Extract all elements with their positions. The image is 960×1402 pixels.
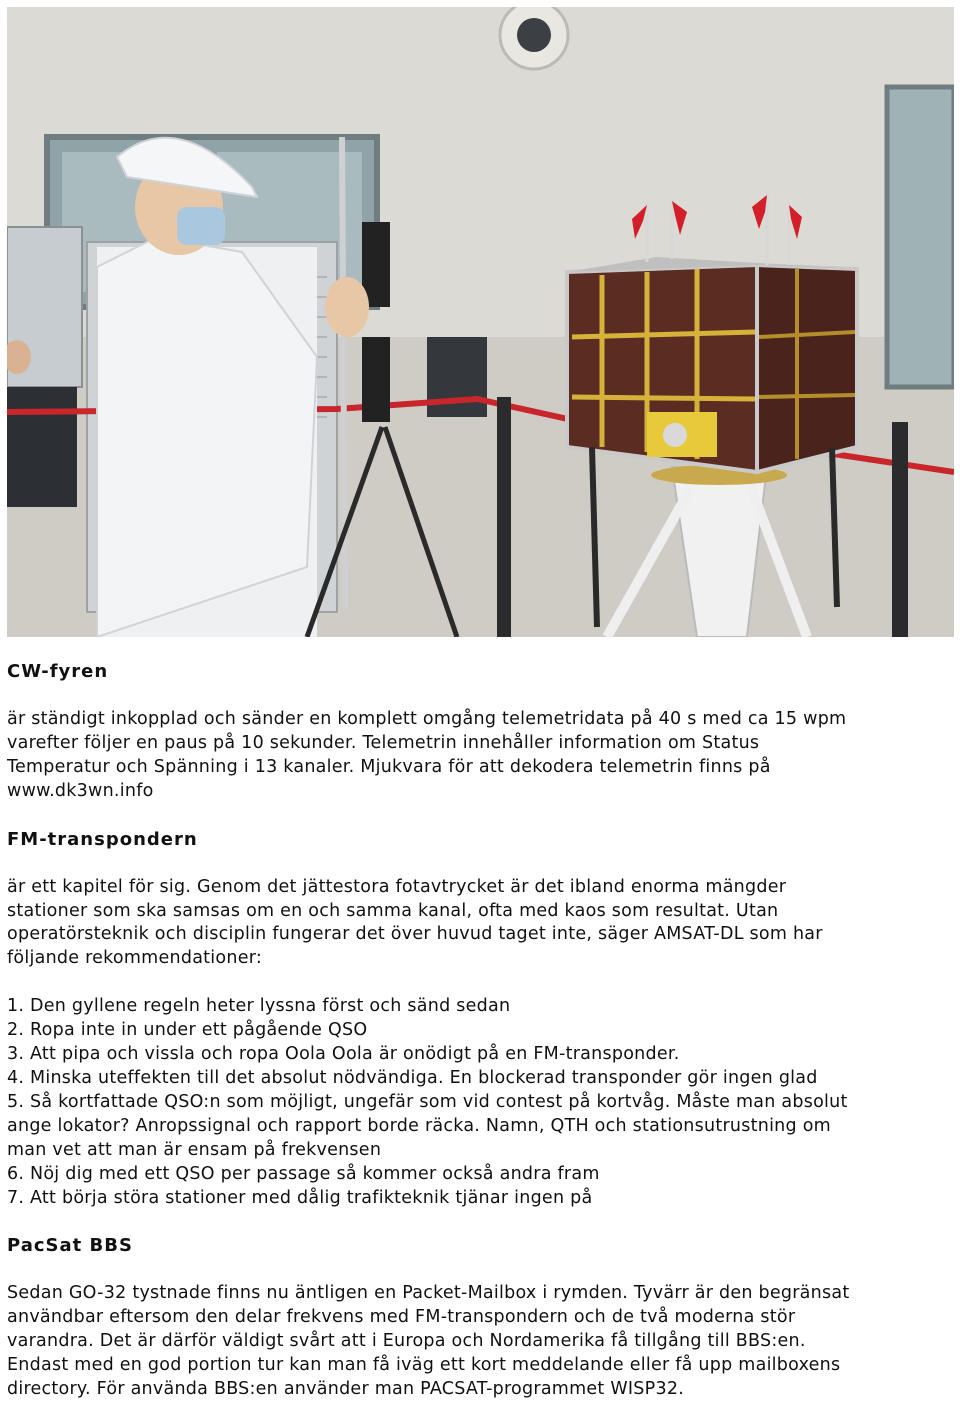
list-item: 4. Minska uteffekten till det absolut nödvändiga. En blockerad transponder gör ingen glad <box>7 1067 818 1088</box>
paragraph-line: användbar eftersom den delar frekvens med FM-transpondern och de två moderna stör <box>7 1307 796 1328</box>
paragraph-line: stationer som ska samsas om en och samma kanal, ofta med kaos som resultat. Utan <box>7 900 779 921</box>
paragraph-line: directory. För använda BBS:en använder man PACSAT-programmet WISP32. <box>7 1379 685 1400</box>
list-item: 2. Ropa inte in under ett pågående QSO <box>7 1020 368 1041</box>
photo-illustration <box>7 7 954 637</box>
list-item: 7. Att börja störa stationer med dålig trafikteknik tjänar ingen på <box>7 1187 593 1208</box>
paragraph-line: är ett kapitel för sig. Genom det jättestora fotavtrycket är det ibland enorma mängder <box>7 876 787 897</box>
list-item: ange lokator? Anropssignal och rapport borde räcka. Namn, QTH och stationsutrustning om <box>7 1115 831 1136</box>
paragraph-line: varefter följer en paus på 10 sekunder. Telemetrin innehåller information om Status <box>7 732 760 753</box>
list-item: 1. Den gyllene regeln heter lyssna först och sänd sedan <box>7 996 511 1017</box>
heading-cw-fyren: CW-fyren <box>7 661 109 682</box>
heading-pacsat-bbs: PacSat BBS <box>7 1235 133 1257</box>
list-item: 6. Nöj dig med ett QSO per passage så kommer också andra fram <box>7 1163 600 1184</box>
paragraph-line: operatörsteknik och disciplin fungerar det över huvud taget inte, säger AMSAT-DL som har <box>7 924 823 945</box>
recommendations-list <box>7 995 947 1210</box>
paragraph-line: följande rekommendationer: <box>7 948 262 969</box>
paragraph-line: Sedan GO-32 tystnade finns nu äntligen en Packet-Mailbox i rymden. Tyvärr är den begränsat <box>7 1283 850 1304</box>
paragraph-line: www.dk3wn.info <box>7 780 154 801</box>
list-item: man vet att man är ensam på frekvensen <box>7 1139 382 1160</box>
paragraph-line: Endast med en god portion tur kan man få iväg ett kort meddelande eller få upp mailboxens <box>7 1355 841 1376</box>
article <box>7 660 947 1402</box>
satellite-photo <box>7 7 954 637</box>
paragraph-line: varandra. Det är därför väldigt svårt att i Europa och Nordamerika få tillgång till BBS:en. <box>7 1331 806 1352</box>
list-item: 5. Så kortfattade QSO:n som möjligt, ungefär som vid contest på kortvåg. Måste man absolut <box>7 1091 848 1112</box>
paragraph-line: Temperatur och Spänning i 13 kanaler. Mjukvara för att dekodera telemetrin finns på <box>7 756 771 777</box>
paragraph-line: är ständigt inkopplad och sänder en komplett omgång telemetridata på 40 s med ca 15 wpm <box>7 709 847 729</box>
list-item: 3. Att pipa och vissla och ropa Oola Oola är onödigt på en FM-transponder. <box>7 1044 680 1065</box>
heading-fm-transpondern: FM-transpondern <box>7 828 198 850</box>
